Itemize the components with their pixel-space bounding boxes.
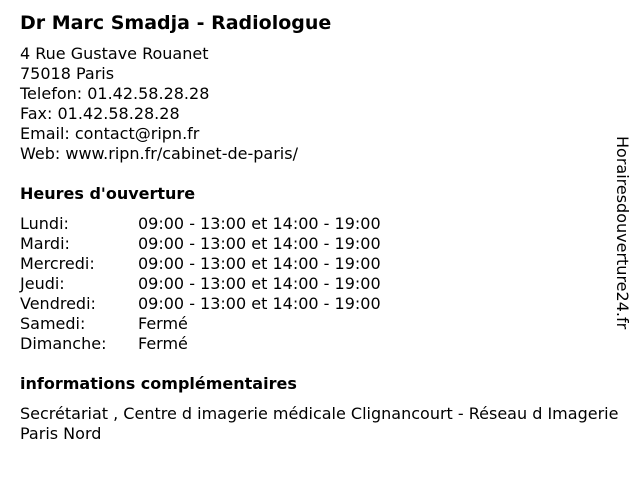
day-label: Mardi: bbox=[20, 234, 70, 253]
phone-number: Telefon: 01.42.58.28.28 bbox=[20, 84, 210, 103]
contact-block bbox=[20, 44, 298, 164]
page-title: Dr Marc Smadja - Radiologue bbox=[20, 12, 332, 34]
day-hours: 09:00 - 13:00 et 14:00 - 19:00 bbox=[138, 214, 381, 233]
day-hours: 09:00 - 13:00 et 14:00 - 19:00 bbox=[138, 294, 381, 313]
watermark bbox=[610, 136, 634, 346]
day-label: Mercredi: bbox=[20, 254, 95, 273]
day-label: Jeudi: bbox=[20, 274, 65, 293]
day-label: Dimanche: bbox=[20, 334, 107, 353]
address-street: 4 Rue Gustave Rouanet bbox=[20, 44, 209, 63]
day-hours: Fermé bbox=[138, 314, 188, 333]
website-url: Web: www.ripn.fr/cabinet-de-paris/ bbox=[20, 144, 298, 163]
day-label: Lundi: bbox=[20, 214, 69, 233]
fax-number: Fax: 01.42.58.28.28 bbox=[20, 104, 180, 123]
address-city: 75018 Paris bbox=[20, 64, 115, 83]
day-hours: 09:00 - 13:00 et 14:00 - 19:00 bbox=[138, 234, 381, 253]
day-label: Samedi: bbox=[20, 314, 86, 333]
hours-heading: Heures d'ouverture bbox=[20, 184, 196, 203]
day-hours: 09:00 - 13:00 et 14:00 - 19:00 bbox=[138, 274, 381, 293]
info-text: Secrétariat , Centre d imagerie médicale Clignancourt - Réseau d Imagerie Paris Nord bbox=[20, 404, 619, 443]
day-label: Vendredi: bbox=[20, 294, 96, 313]
info-heading: informations complémentaires bbox=[20, 374, 297, 393]
watermark-text: Horairesdouverture24.fr bbox=[613, 136, 632, 330]
day-hours: 09:00 - 13:00 et 14:00 - 19:00 bbox=[138, 254, 381, 273]
day-hours: Fermé bbox=[138, 334, 188, 353]
email-address: Email: contact@ripn.fr bbox=[20, 124, 200, 143]
